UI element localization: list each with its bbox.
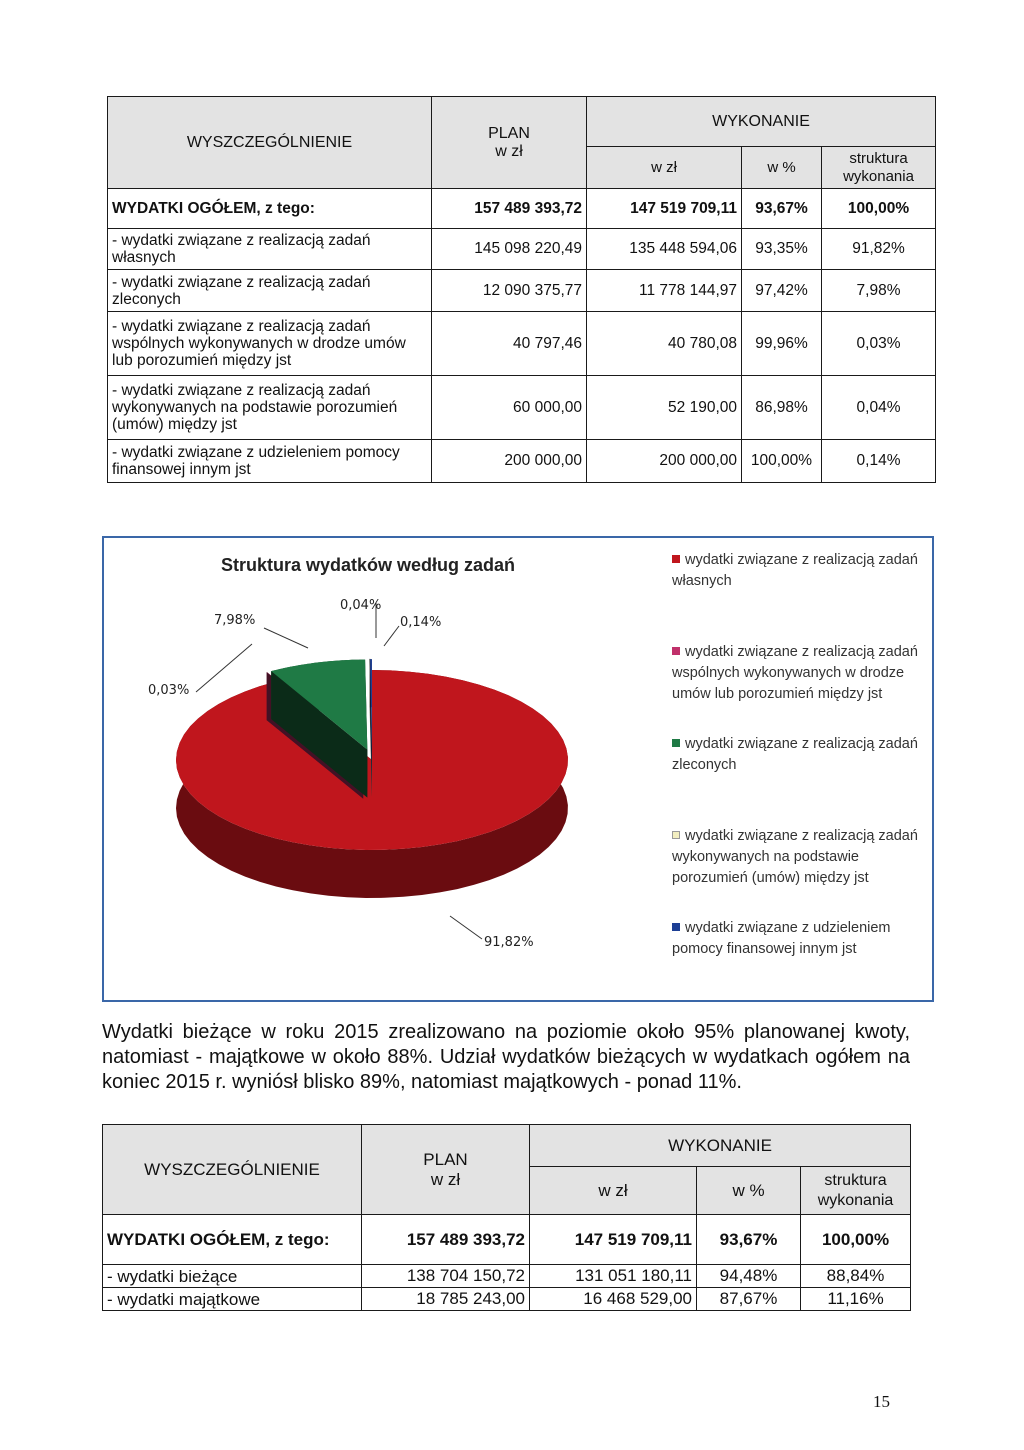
current-capital-expenditure-table	[102, 1124, 911, 1311]
pie-chart-panel	[102, 536, 934, 1002]
row-wyk-pct: 93,35%	[742, 229, 822, 270]
header-plan-unit: w zł	[430, 1169, 461, 1189]
table-row	[103, 1215, 911, 1265]
header-plan	[432, 97, 587, 189]
table-row	[103, 1288, 911, 1311]
row-wyk-pct: 97,42%	[742, 270, 822, 312]
row-plan: 157 489 393,72	[432, 189, 587, 229]
legend-item-porozumienia	[672, 826, 934, 889]
header-wyk-pct: w %	[697, 1167, 801, 1215]
legend-item-zlecone	[672, 734, 934, 776]
row-struktura: 11,16%	[801, 1288, 911, 1311]
leader-line-798	[264, 628, 308, 648]
row-wyk-zl: 16 468 529,00	[530, 1288, 697, 1311]
header-struktura: struktura wykonania	[822, 147, 936, 189]
table-row	[108, 270, 936, 312]
slice-label-wlasne: 91,82%	[484, 935, 534, 950]
legend-label: wydatki związane z realizacją zadań własnych	[672, 552, 918, 589]
row-struktura: 100,00%	[801, 1215, 911, 1265]
row-wyk-pct: 86,98%	[742, 376, 822, 440]
slice-label-pomoc: 0,14%	[400, 615, 442, 630]
pie-slice-top	[176, 670, 568, 850]
row-wyk-zl: 135 448 594,06	[587, 229, 742, 270]
row-struktura: 0,03%	[822, 312, 936, 376]
legend-swatch	[672, 647, 680, 655]
row-wyk-zl: 40 780,08	[587, 312, 742, 376]
expenditure-by-task-table	[107, 96, 936, 483]
slice-label-wspolne: 0,03%	[148, 683, 190, 698]
row-wyk-zl: 200 000,00	[587, 440, 742, 483]
header-wyk-zl: w zł	[530, 1167, 697, 1215]
row-wyk-zl: 131 051 180,11	[530, 1265, 697, 1288]
header-desc: WYSZCZEGÓLNIENIE	[108, 97, 432, 189]
legend-label: wydatki związane z realizacją zadań wykonywanych na podstawie porozumień (umów) między jst	[672, 828, 918, 886]
row-plan: 200 000,00	[432, 440, 587, 483]
leader-line-9182	[450, 916, 482, 939]
legend-label: wydatki związane z udzieleniem pomocy finansowej innym jst	[672, 920, 891, 957]
header-wyk-zl: w zł	[587, 147, 742, 189]
row-wyk-zl: 52 190,00	[587, 376, 742, 440]
row-label: - wydatki związane z realizacją zadań własnych	[108, 229, 432, 270]
header-wykonanie: WYKONANIE	[587, 97, 936, 147]
page-number: 15	[873, 1392, 890, 1411]
leader-line-003	[196, 644, 252, 692]
legend-swatch	[672, 555, 680, 563]
legend-swatch	[672, 831, 680, 839]
row-wyk-zl: 147 519 709,11	[530, 1215, 697, 1265]
header-wykonanie: WYKONANIE	[530, 1125, 911, 1167]
row-struktura: 7,98%	[822, 270, 936, 312]
row-wyk-pct: 99,96%	[742, 312, 822, 376]
row-struktura: 0,04%	[822, 376, 936, 440]
table-row	[108, 312, 936, 376]
row-wyk-pct: 93,67%	[742, 189, 822, 229]
row-plan: 40 797,46	[432, 312, 587, 376]
row-wyk-pct: 87,67%	[697, 1288, 801, 1311]
header-plan	[362, 1125, 530, 1215]
row-label: WYDATKI OGÓŁEM, z tego:	[108, 189, 432, 229]
row-label: - wydatki majątkowe	[103, 1288, 362, 1311]
row-struktura: 0,14%	[822, 440, 936, 483]
row-plan: 157 489 393,72	[362, 1215, 530, 1265]
chart-title: Struktura wydatków według zadań	[220, 555, 516, 575]
header-plan-unit: w zł	[495, 142, 523, 160]
row-label: - wydatki związane z udzieleniem pomocy finansowej innym jst	[108, 440, 432, 483]
legend-item-wlasne	[672, 550, 934, 592]
row-struktura: 100,00%	[822, 189, 936, 229]
row-wyk-pct: 94,48%	[697, 1265, 801, 1288]
table-row	[108, 189, 936, 229]
body-paragraph: Wydatki bieżące w roku 2015 zrealizowano na poziomie około 95% planowanej kwoty, natomiast - majątkowe w około 88%. Udział wydatków bieżących w wydatkach ogółem na koniec 2015 r. wyniósł blisko 89%, natomiast majątkowych - ponad 11%.	[102, 1021, 910, 1093]
pie-slice-0	[176, 670, 568, 898]
row-plan: 60 000,00	[432, 376, 587, 440]
row-wyk-pct: 93,67%	[697, 1215, 801, 1265]
leader-line-014	[384, 626, 399, 646]
row-label: - wydatki związane z realizacją zadań wspólnych wykonywanych w drodze umów lub porozumień między jst	[108, 312, 432, 376]
header-plan-label: PLAN	[488, 124, 530, 142]
legend-item-pomoc	[672, 918, 934, 960]
row-plan: 12 090 375,77	[432, 270, 587, 312]
legend-item-wspolne	[672, 642, 934, 705]
slice-label-zlecone: 7,98%	[214, 613, 256, 628]
header-desc: WYSZCZEGÓLNIENIE	[103, 1125, 362, 1215]
legend-label: wydatki związane z realizacją zadań zleconych	[672, 736, 918, 773]
row-wyk-zl: 11 778 144,97	[587, 270, 742, 312]
row-label: - wydatki bieżące	[103, 1265, 362, 1288]
table-row	[108, 440, 936, 483]
legend-label: wydatki związane z realizacją zadań wspólnych wykonywanych w drodze umów lub porozumień między jst	[672, 644, 918, 702]
table-row	[108, 229, 936, 270]
row-label: WYDATKI OGÓŁEM, z tego:	[103, 1215, 362, 1265]
legend-swatch	[672, 923, 680, 931]
table-row	[103, 1265, 911, 1288]
row-struktura: 91,82%	[822, 229, 936, 270]
header-struktura: struktura wykonania	[801, 1167, 911, 1215]
row-struktura: 88,84%	[801, 1265, 911, 1288]
slice-label-porozumienia: 0,04%	[340, 598, 382, 613]
table-row	[108, 376, 936, 440]
legend-swatch	[672, 739, 680, 747]
row-label: - wydatki związane z realizacją zadań zleconych	[108, 270, 432, 312]
header-wyk-pct: w %	[742, 147, 822, 189]
row-wyk-pct: 100,00%	[742, 440, 822, 483]
row-label: - wydatki związane z realizacją zadań wykonywanych na podstawie porozumień (umów) między jst	[108, 376, 432, 440]
row-wyk-zl: 147 519 709,11	[587, 189, 742, 229]
row-plan: 138 704 150,72	[362, 1265, 530, 1288]
row-plan: 18 785 243,00	[362, 1288, 530, 1311]
row-plan: 145 098 220,49	[432, 229, 587, 270]
header-plan-label: PLAN	[423, 1149, 468, 1169]
